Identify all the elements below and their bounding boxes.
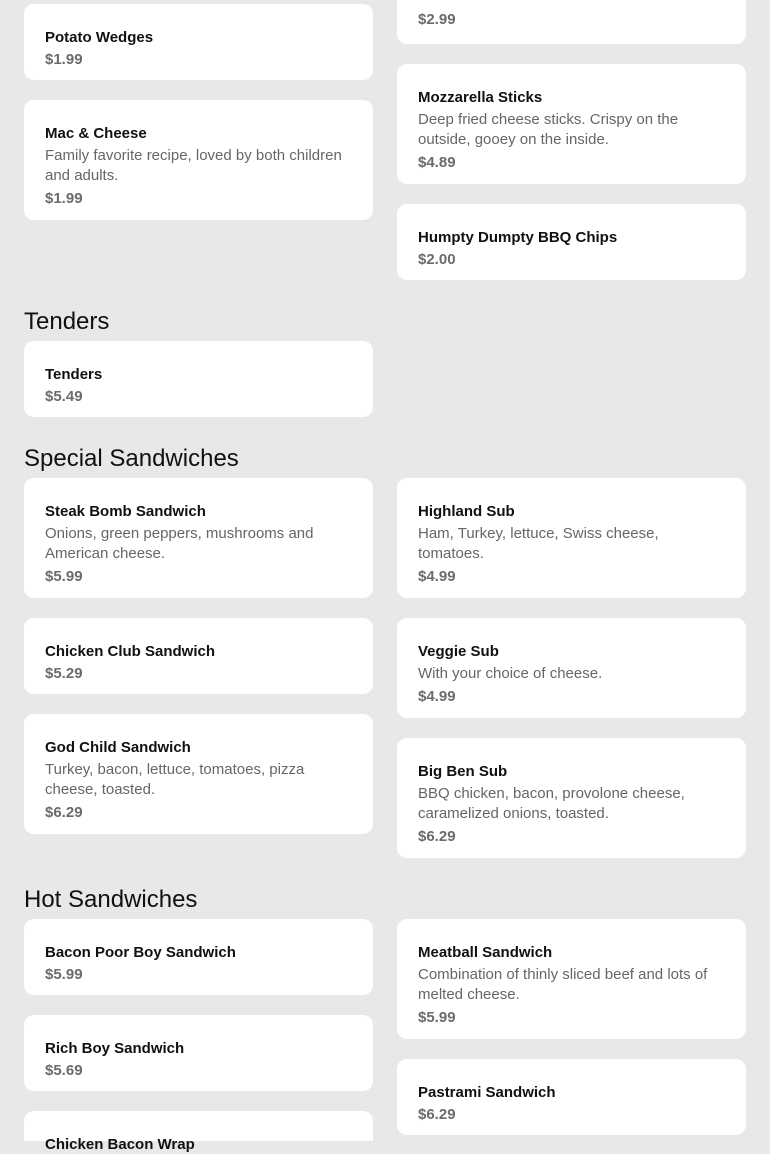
item-price: $5.99 — [45, 568, 83, 585]
item-name: Chicken Club Sandwich — [45, 643, 216, 660]
item-description: Deep fried cheese sticks. Crispy on the outside, gooey on the inside. — [418, 111, 679, 148]
menu-item-mozzarella-sticks[interactable] — [397, 64, 746, 184]
item-description: Onions, green peppers, mushrooms and American cheese. — [45, 525, 314, 562]
item-description: BBQ chicken, bacon, provolone cheese, caramelized onions, toasted. — [418, 785, 685, 822]
item-description: Turkey, bacon, lettuce, tomatoes, pizza cheese, toasted. — [45, 761, 305, 798]
menu-item-big-ben-sub[interactable] — [397, 738, 746, 858]
item-name: Veggie Sub — [418, 643, 499, 660]
item-name: God Child Sandwich — [45, 739, 191, 756]
item-name: Steak Bomb Sandwich — [45, 503, 206, 520]
item-name: Potato Wedges — [45, 29, 154, 46]
section-title-tenders: Tenders — [24, 308, 110, 335]
item-name: Tenders — [45, 366, 103, 383]
item-name: Mac & Cheese — [45, 125, 147, 142]
item-name: Meatball Sandwich — [418, 944, 553, 961]
item-price: $6.29 — [45, 804, 83, 821]
item-name: Highland Sub — [418, 503, 515, 520]
item-price: $2.00 — [418, 251, 456, 268]
section-title-hot-sandwiches: Hot Sandwiches — [24, 886, 198, 913]
item-description: With your choice of cheese. — [418, 665, 603, 682]
menu-item-bbq-chips[interactable] — [397, 204, 746, 280]
item-price: $5.99 — [418, 1009, 456, 1026]
item-description: Family favorite recipe, loved by both children and adults. — [45, 147, 342, 184]
item-price: $6.29 — [418, 1106, 456, 1123]
menu-item-chicken-bacon-wrap[interactable] — [24, 1111, 373, 1153]
menu-item-chicken-club[interactable] — [24, 618, 373, 694]
item-name: Mozzarella Sticks — [418, 89, 543, 106]
menu-item-pastrami[interactable] — [397, 1059, 746, 1135]
item-price: $1.99 — [45, 51, 83, 68]
menu-item-cut-off[interactable] — [397, 0, 746, 44]
item-name: Humpty Dumpty BBQ Chips — [418, 229, 618, 246]
item-price: $4.89 — [418, 154, 456, 171]
section-title-special-sandwiches: Special Sandwiches — [24, 445, 239, 472]
menu-item-god-child[interactable] — [24, 714, 373, 834]
item-name: Bacon Poor Boy Sandwich — [45, 944, 236, 961]
menu-item-tenders[interactable] — [24, 341, 373, 417]
item-price: $1.99 — [45, 190, 83, 207]
menu-item-rich-boy[interactable] — [24, 1015, 373, 1091]
item-price: $4.99 — [418, 688, 456, 705]
item-name: Chicken Bacon Wrap — [45, 1136, 195, 1153]
menu-item-potato-wedges[interactable] — [24, 4, 373, 80]
menu-item-bacon-poor-boy[interactable] — [24, 919, 373, 995]
item-name: Rich Boy Sandwich — [45, 1040, 185, 1057]
item-price: $4.99 — [418, 568, 456, 585]
item-price: $5.49 — [45, 388, 83, 405]
menu-item-veggie-sub[interactable] — [397, 618, 746, 718]
item-name: Pastrami Sandwich — [418, 1084, 556, 1101]
item-price: $5.29 — [45, 665, 83, 682]
menu-item-highland-sub[interactable] — [397, 478, 746, 598]
item-price: $6.29 — [418, 828, 456, 845]
item-description: Ham, Turkey, lettuce, Swiss cheese, tomatoes. — [418, 525, 659, 562]
item-price: $5.69 — [45, 1062, 83, 1079]
menu-item-mac-cheese[interactable] — [24, 100, 373, 220]
menu-item-steak-bomb[interactable] — [24, 478, 373, 598]
item-price: $2.99 — [418, 11, 456, 28]
item-price: $5.99 — [45, 966, 83, 983]
item-description: Combination of thinly sliced beef and lots of melted cheese. — [418, 966, 708, 1003]
item-name: Big Ben Sub — [418, 763, 508, 780]
menu-item-meatball[interactable] — [397, 919, 746, 1039]
